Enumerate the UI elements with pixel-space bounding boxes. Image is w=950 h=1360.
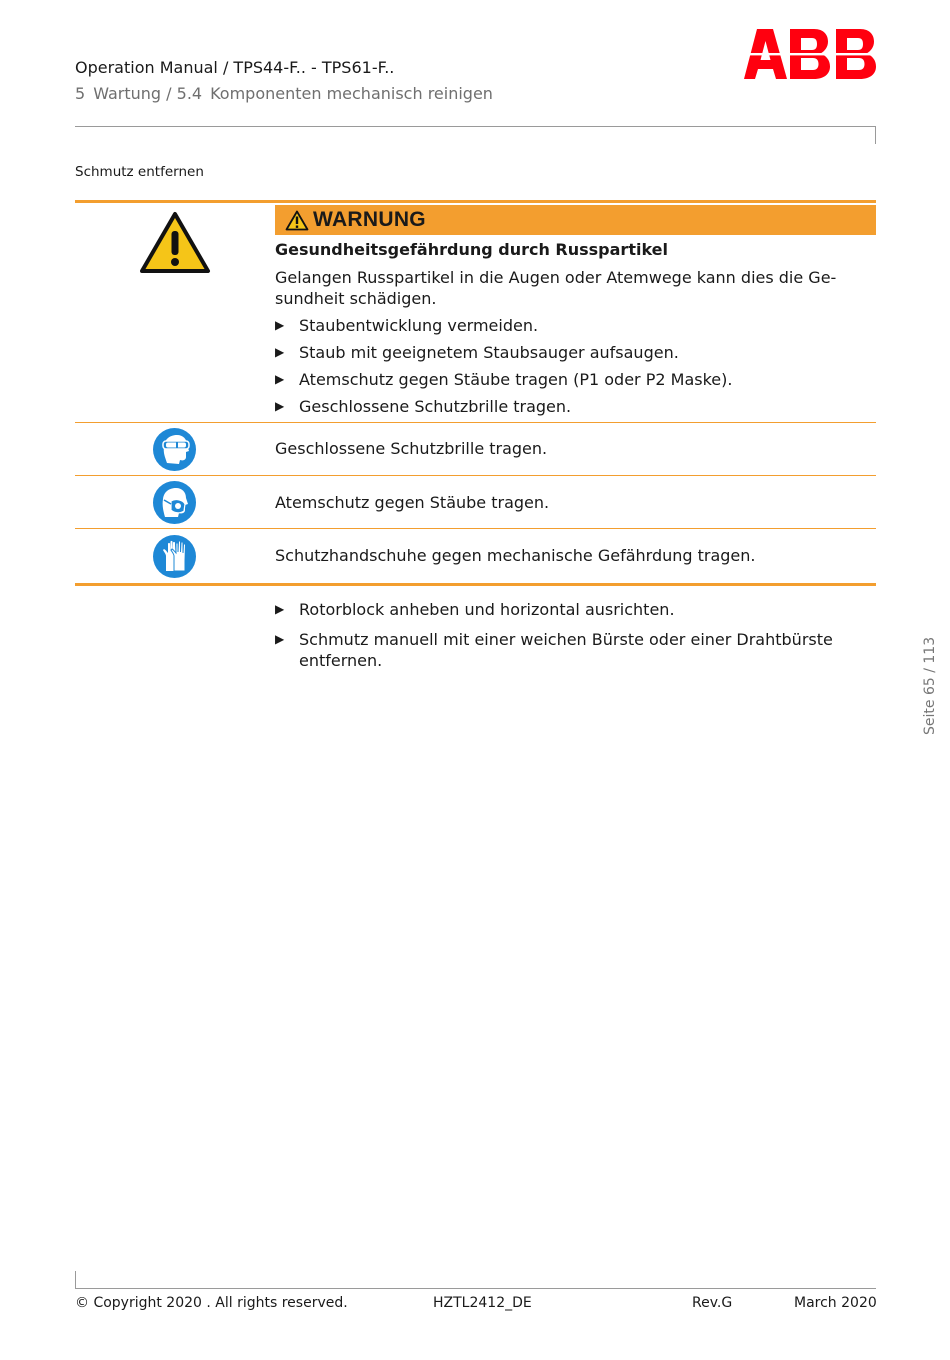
section-title: Komponenten mechanisch reinigen xyxy=(210,84,493,103)
safety-goggles-icon xyxy=(152,427,197,472)
header-divider xyxy=(75,126,876,127)
header-divider-tick xyxy=(875,126,876,144)
chapter-title: Wartung / 5.4 xyxy=(93,84,203,103)
revision: Rev.G xyxy=(692,1295,733,1311)
bullet-arrow-icon: ▶ xyxy=(275,632,285,646)
warning-header-band xyxy=(275,205,876,235)
bullet-arrow-icon: ▶ xyxy=(275,318,285,332)
document-id: HZTL2412_DE xyxy=(433,1295,532,1311)
step-item: ▶ Schmutz manuell mit einer weichen Bürste oder einer Drahtbürste entfernen. xyxy=(275,630,833,670)
respirator-icon xyxy=(152,480,197,525)
warning-small-triangle-icon xyxy=(285,210,309,231)
hazard-title: Gesundheitsgefährdung durch Russpartikel xyxy=(275,240,668,259)
warning-bottom-rule xyxy=(75,583,876,586)
page-number: Seite 65 / 113 xyxy=(922,636,938,735)
ppe-divider xyxy=(75,422,876,423)
measure-item: ▶ Staub mit geeignetem Staubsauger aufsaugen. xyxy=(275,343,679,362)
copyright: © Copyright 2020 . All rights reserved. xyxy=(75,1295,348,1311)
footer-divider xyxy=(75,1288,876,1289)
warning-top-rule xyxy=(75,200,876,203)
breadcrumb xyxy=(75,84,493,103)
chapter-number: 5 xyxy=(75,84,86,103)
ppe-goggles-text: Geschlossene Schutzbrille tragen. xyxy=(275,439,548,458)
bullet-arrow-icon: ▶ xyxy=(275,372,285,386)
measure-item: ▶ Atemschutz gegen Stäube tragen (P1 oder P2 Maske). xyxy=(275,370,733,389)
abb-logo xyxy=(744,29,876,81)
bullet-arrow-icon: ▶ xyxy=(275,345,285,359)
document-title: Operation Manual / TPS44-F.. - TPS61-F.. xyxy=(75,58,395,77)
publication-date: March 2020 xyxy=(794,1295,877,1311)
ppe-gloves-text: Schutzhandschuhe gegen mechanische Gefährdung tragen. xyxy=(275,546,756,565)
ppe-divider xyxy=(75,528,876,529)
bullet-arrow-icon: ▶ xyxy=(275,399,285,413)
ppe-respirator-text: Atemschutz gegen Stäube tragen. xyxy=(275,493,550,512)
footer-divider-tick xyxy=(75,1271,76,1289)
subsection-label: Schmutz entfernen xyxy=(75,164,204,180)
step-item: ▶ Rotorblock anheben und horizontal ausrichten. xyxy=(275,600,675,619)
measure-item: ▶ Geschlossene Schutzbrille tragen. xyxy=(275,397,572,416)
measure-item: ▶ Staubentwicklung vermeiden. xyxy=(275,316,539,335)
protective-gloves-icon xyxy=(152,534,197,579)
hazard-description: Gelangen Russpartikel in die Augen oder Atemwege kann dies die Gesundheit schädigen. xyxy=(275,268,837,308)
bullet-arrow-icon: ▶ xyxy=(275,602,285,616)
warning-triangle-icon xyxy=(139,211,211,275)
signal-word: WARNUNG xyxy=(313,208,426,231)
ppe-divider xyxy=(75,475,876,476)
